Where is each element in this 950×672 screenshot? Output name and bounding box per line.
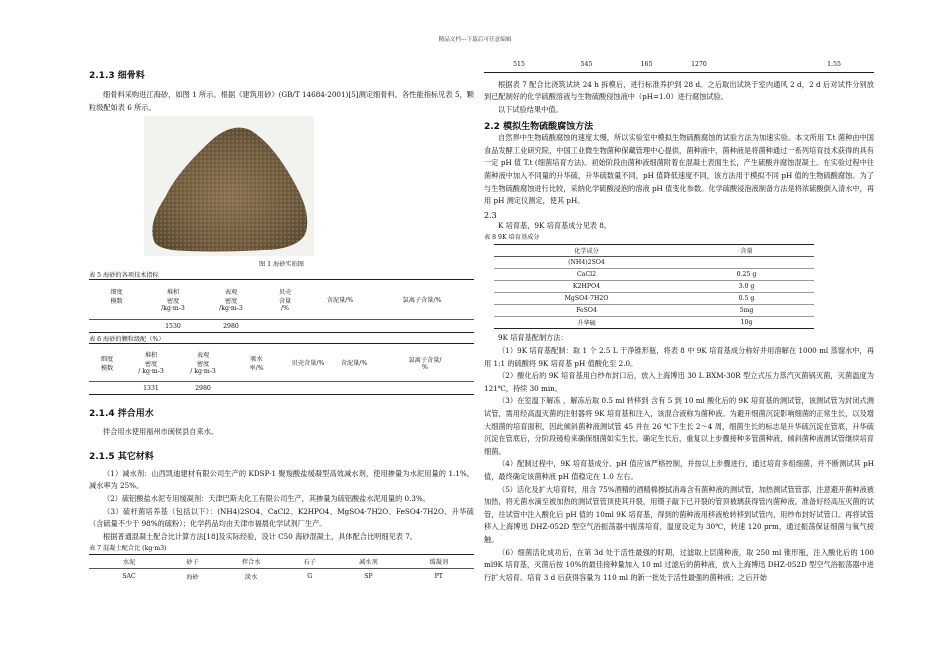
table-7	[89, 554, 474, 583]
section-2-1-5-item-2: （2）硫铝酸盐水泥专用缓凝剂：天津巴斯夫化工有限公司生产，其掺量为硫铝酸盐水泥用量的 0.3%。	[103, 493, 430, 503]
table-row	[494, 317, 814, 329]
section-2-1-3-title: 2.1.3 细骨料	[89, 71, 145, 81]
section-2-1-3-text: 细骨料采购进江海砂，如图 1 所示。根据《建筑用砂》(GB/T 14684-2001)[5]测定细骨料，各性能指标见表 5，颗粒级配如表 6 所示。	[89, 90, 474, 112]
t5-header-cell: /%	[281, 305, 289, 313]
t5-header-cell: 贝壳	[278, 289, 292, 297]
table-cell	[332, 382, 376, 395]
t5-header-cell: /kg·m-3	[161, 305, 185, 313]
t5-header-cell: 密度	[224, 298, 238, 306]
table-cell: (NH4)2SO4	[568, 259, 605, 267]
method-step-4: （4）配制过程中，9K 培育基成分、pH 值应该严格控制，并按以上步骤进行，通过培育多组细菌，并不断测试其 pH 值，最终确定该菌种液 pH 值稳定在 1.0 左右。	[484, 459, 874, 481]
method-step-1: （1）9K 培育基配制：取 1 个 2.5 L 干净锥形瓶，将表 8 中 9K 培育基成分称好并用溶解在 1000 ml 蒸馏水中，再用 1:1 的硫酸将 9K 培育基 pH 值酸化至 2.0。	[484, 346, 874, 368]
t5-header-cell: 模数	[110, 298, 123, 306]
t6-header-cell: 模数	[100, 364, 114, 372]
paragraph-curing: 根据表 7 配合比浇筑试块 24 h 拆模后，进行标准养护到 28 d。之后取出试块于室内通风 2 d，2 d 后对试件分别放到已配制好的化学硫酸溶液与生物硫酸侵蚀液中（pH=1.0）进行腐蚀试验。	[484, 79, 874, 102]
t8-header-cell: 含量	[740, 248, 753, 256]
section-2-3-text: K 培育基，9K 培育基成分见表 8。	[498, 220, 611, 230]
t7-header-cell: 减水剂	[359, 559, 378, 567]
section-2-3-title: 2.3	[484, 210, 497, 220]
section-2-1-5-title: 2.1.5 其它材料	[89, 451, 154, 462]
table-row	[484, 58, 874, 72]
table-cell: G	[307, 572, 313, 580]
right-column	[484, 58, 874, 584]
table-6-caption: 表 6 海砂的颗粒级配（%）	[89, 336, 165, 344]
t6-header-cell: 堆积	[144, 352, 158, 360]
table-cell: 海砂	[186, 573, 199, 581]
table-7-header	[89, 555, 474, 569]
t7-header-cell: 拌合水	[241, 559, 261, 567]
table-cell	[284, 382, 332, 395]
table-cell: 5mg	[739, 307, 754, 315]
t5-header-cell: /kg·m-3	[219, 305, 243, 313]
table-cell	[376, 382, 474, 395]
t7-header-cell: 砂子	[186, 559, 199, 567]
t7-header-cell: 石子	[303, 559, 316, 567]
table-cell: SAC	[122, 572, 136, 580]
t6-header-cell: 氯离子含量/	[408, 356, 442, 364]
t6-header-cell: 表观	[196, 352, 210, 360]
table-cell: 升华硫	[577, 320, 596, 328]
table-cell	[370, 320, 474, 333]
method-step-3: （3）在室温下解冻 ，解冻后取 0.5 ml 转移到 含有 5 到 10 ml 酸化后的 9K 培育基的测试管，该测试管为封闭式测试管，需用经高温灭菌的注射器将 9K 培育基和注入，该混合液称为菌种液。为避开细菌沉淀影响细菌的正常生长，以及增大细菌的培育面积，因此倾斜菌种液测试管 45 并在 26 ℃下生长 2～4 周，细菌生长的标志是升华硫沉淀在管底，升华硫沉淀在管底后，分阶段镜检来确保细菌如实生长。确定生长后，重复以上步骤接种多管菌种液，倾斜菌种液测试管继续培育细菌。	[484, 396, 874, 456]
t6-header-cell: 率/%	[249, 364, 264, 372]
table-cell: CaCl2	[576, 271, 597, 279]
table-5-header	[89, 280, 474, 320]
table-cell: FeSO4	[576, 307, 597, 315]
table-cell: 1331	[143, 384, 159, 392]
t6-header-cell: 含泥量/%	[340, 360, 368, 368]
left-column	[89, 58, 474, 583]
method-step-6: （6）细菌活化成功后，在第 3d 处于活性最强的时期，过滤取上层菌种液，取 250 ml 锥形瓶，注入酸化后的 100 ml9K 培育基，灭菌后按 10%的最佳接种量加入 10 ml 过滤后的菌种液，放入上海博迅 DHZ-052D 型空气浴振荡器中进行扩大培育。培育 3 d 后获得容量为 110 ml 的新一批处于活性最强的菌种液；之后开始	[484, 547, 874, 582]
section-2-1-5-item-1: （1）减水剂：山西凯迪建材有限公司生产的 KDSP-1 聚羧酸盐缓凝型高效减水剂，使用掺量为水泥用量的 1.1%，减水率为 25%。	[89, 468, 474, 491]
table-cell: PT	[434, 572, 443, 580]
paragraph-results-note: 以下试验结果中值。	[498, 104, 563, 114]
t6-header-cell: 贝壳含量/%	[291, 360, 325, 368]
t5-header-cell: 堆积	[166, 289, 180, 297]
section-2-2-text: 自然界中生物硫酸腐蚀的速度太慢，所以实验室中模拟生物硫酸腐蚀的试验方法为加速实验。本文所用 T.t 菌种由中国食品发酵工业研究院，中国工业微生物菌种保藏管理中心提供，菌种液中，菌种液是将菌种通过一系列培育技术获得的具有一定 pH 值 T.t (细菌培育方法)。初始阶段由菌种液细菌附着在混凝土表面生长，产生硫酸并腐蚀混凝土。在实验过程中往菌种液中加入不同量的升华硫，升华硫数量不同，pH 值降低速度不同，该方法用于模拟不同 pH 值的生物硫酸腐蚀。为了与生物硫酸腐蚀进行比较，采纳化学硫酸浸泡的溶液 pH 值变化参数。化学硫酸浸泡液制备方法是将浓硫酸倒入清水中，再用 pH 测定仪测定，使其 pH。	[484, 133, 874, 206]
table-5-caption: 表 5 海砂的各项技术指标	[89, 272, 159, 280]
t6-header-cell: 密度	[144, 361, 158, 369]
table-row	[494, 257, 814, 269]
table-cell: 515	[513, 61, 525, 69]
section-2-1-4-title: 2.1.4 拌合用水	[89, 409, 154, 420]
table-cell: 2980	[223, 322, 239, 330]
table-cell	[724, 58, 794, 72]
table-cell	[679, 257, 814, 269]
table-cell	[89, 382, 125, 395]
table-row	[89, 382, 474, 395]
section-2-1-5-item-3: （3）硫杆菌培养基（包括以下）：(NH4)2SO4、CaCl2、K2HPO4、MgSO4·7H2O、FeSO4·7H2O、升华硫（含硫量不少于 98%的硫粉）；化学药品均由天津市福晨化学试剂厂生产。	[89, 506, 474, 529]
table-cell	[260, 320, 310, 333]
table-7-caption: 表 7 混凝土配合比 (kg·m3)	[89, 545, 167, 553]
paragraph-9k-method: 9K 培育基配制方法：	[498, 333, 568, 343]
t5-header-cell: 氯离子含量/%	[402, 297, 442, 305]
table-8-caption: 表 8 9K 培育基成分	[484, 234, 540, 242]
table-cell: 3.0 g	[738, 283, 755, 291]
t6-header-cell: 密度	[196, 361, 210, 369]
table-6-header	[89, 344, 474, 382]
table-cell: 1.55	[827, 61, 841, 69]
t5-header-cell: 细度	[110, 289, 123, 297]
t5-header-cell: 含泥量/%	[326, 297, 354, 305]
t5-header-cell: 表观	[224, 289, 238, 297]
t6-header-cell: 细度	[100, 355, 114, 363]
table-row	[89, 320, 474, 333]
table-cell: 1530	[165, 322, 181, 330]
table-8	[494, 244, 814, 329]
figure-1	[89, 116, 474, 256]
table-7-continued	[484, 58, 874, 73]
table-6	[89, 343, 474, 395]
section-2-1-5-text: 根据普通混凝土配合比计算方法[18]及实际经验，设计 C50 海砂混凝土，具体配合比明细见表 7。	[103, 531, 417, 541]
table-cell: 0.5 g	[738, 295, 755, 303]
sea-sand-photo	[144, 116, 314, 256]
table-cell: 1270	[691, 61, 707, 69]
table-cell: MgSO4·7H2O	[564, 295, 609, 303]
t6-header-cell: / kg·m-3	[138, 368, 164, 376]
table-cell	[229, 382, 284, 395]
table-row	[89, 569, 474, 583]
table-cell: 10g	[740, 319, 753, 327]
t7-header-cell: 缓凝剂	[429, 559, 449, 567]
section-2-2-title: 2.2 模拟生物硫酸腐蚀方法	[484, 122, 594, 133]
table-8-header	[494, 245, 814, 257]
table-row	[494, 305, 814, 317]
table-cell: 淡水	[244, 573, 258, 581]
t6-header-cell: %	[422, 363, 428, 371]
t5-header-cell: 密度	[166, 298, 180, 306]
t5-header-cell: 含量	[278, 298, 292, 306]
method-step-2: （2）酸化后的 9K 培育基用白纱布封口后，放入上海博迅 30 L BXM-30R 型立式压力蒸汽灭菌锅灭菌，灭菌温度为 121℃，持续 30 min。	[484, 371, 874, 393]
table-cell: SP	[364, 572, 373, 580]
page-header: 精品文档---下载后可任意编辑	[438, 37, 512, 43]
t7-header-cell: 水泥	[122, 559, 136, 567]
t8-header-cell: 化学成分	[574, 248, 599, 256]
section-2-1-4-text: 拌合用水使用福州市闽侯县自来水。	[103, 427, 219, 437]
method-step-5: （5）活化及扩大培育时，用含 75%酒精的酒精棉擦拭消毒含有菌种液的测试管，加热测试管管部，注意避开菌种液被加热，将无菌水滴至被加热的测试管管顶使其开裂，用镊子敲下已开裂的管顶被璃获得管内菌种液。准备好经高压灭菌的试管，往试管中注入酸化后 pH 值的 10ml 9K 培育基，得到的菌种液用移液枪转移到试管内，用纱布封好试管口。再将试管移入上海博迅 DHZ-052D 型空气浴振荡器中振荡培育，温度设定为 30℃，转速 120 prm，通过振荡保证细菌与氧气接触。	[484, 484, 874, 544]
table-cell: 0.25 g	[736, 271, 757, 279]
table-cell: K2HPO4	[572, 283, 601, 291]
t6-header-cell: / kg·m-3	[190, 368, 216, 376]
table-cell	[310, 320, 370, 333]
table-cell: 2980	[195, 384, 211, 392]
table-row	[494, 293, 814, 305]
table-row	[494, 269, 814, 281]
t6-header-cell: 吸水	[250, 355, 263, 363]
table-5	[89, 279, 474, 333]
table-cell: 165	[640, 61, 653, 69]
table-cell: 545	[580, 61, 593, 69]
figure-1-caption: 图 1 海砂实拍图	[259, 261, 304, 269]
table-row	[494, 281, 814, 293]
table-cell	[89, 320, 144, 333]
